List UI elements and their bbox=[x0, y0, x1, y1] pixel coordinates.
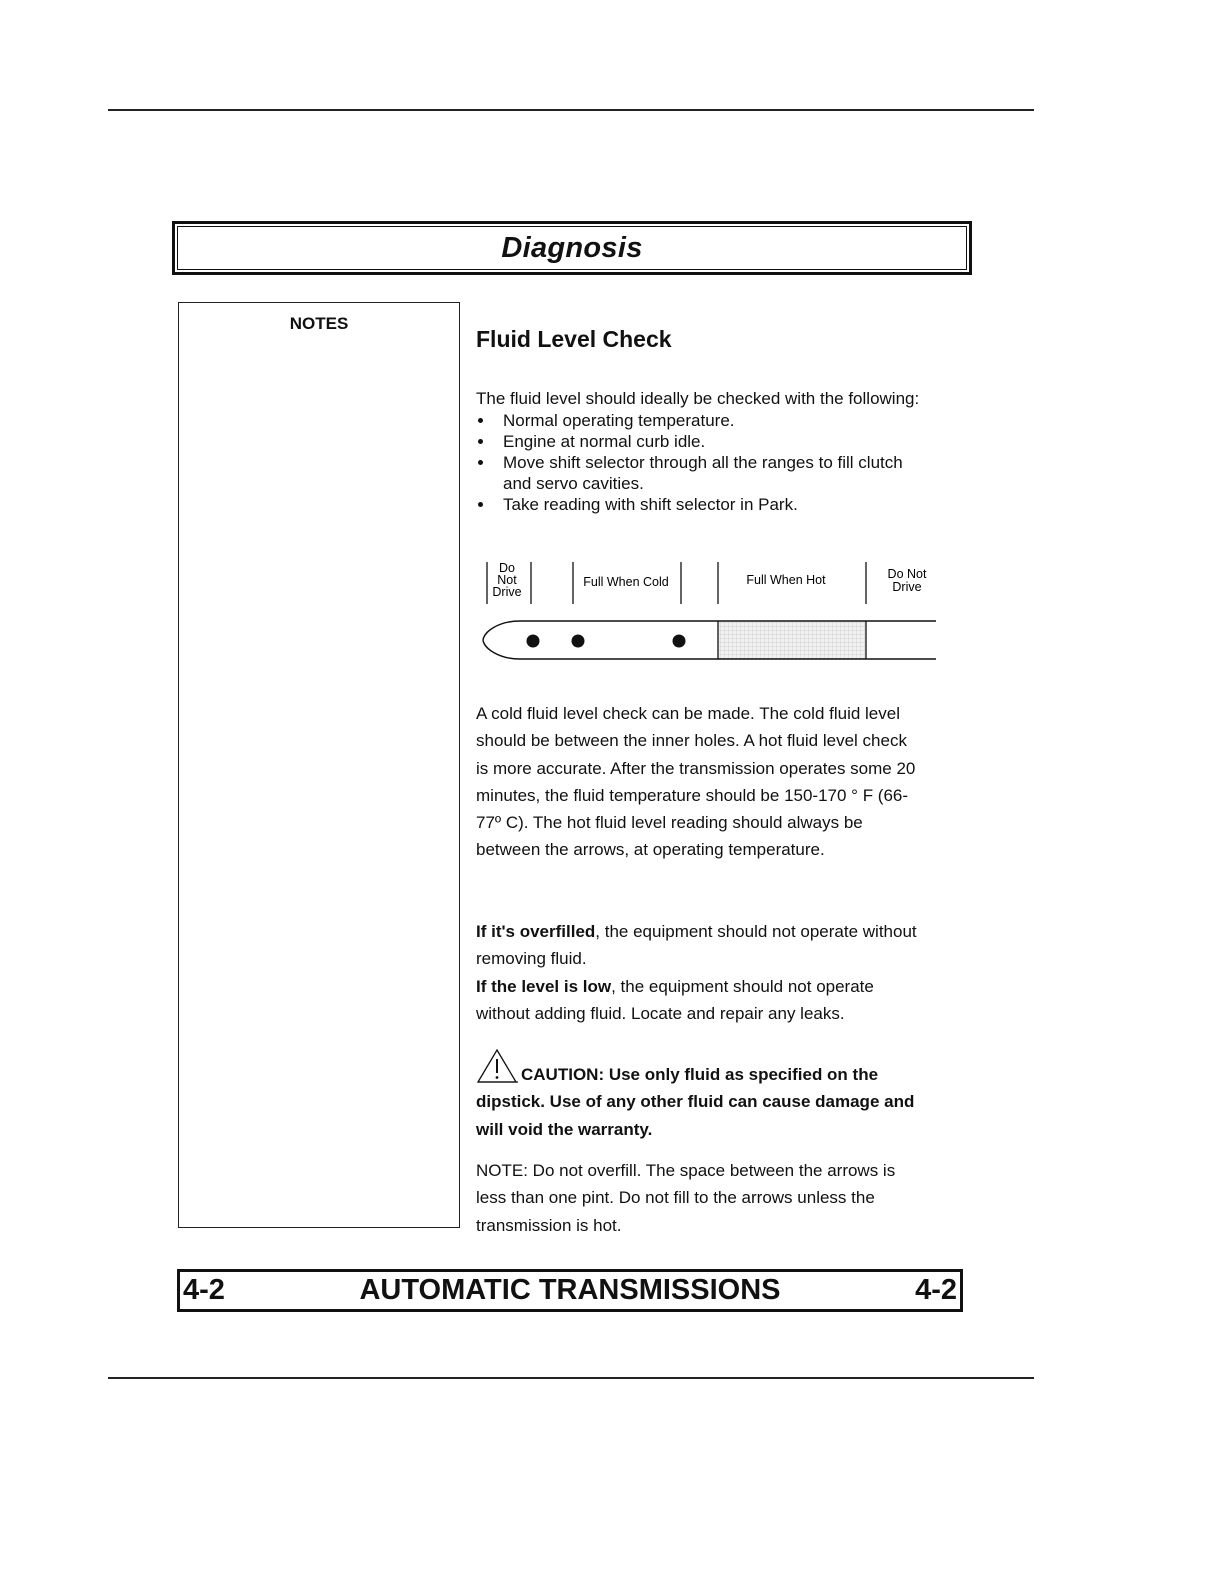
page-number-right: 4-2 bbox=[915, 1274, 957, 1306]
check-conditions-list bbox=[476, 410, 903, 515]
note-line: NOTE: Do not overfill. The space between the arrows is bbox=[476, 1161, 896, 1180]
note-line: less than one pint. Do not fill to the arrows unless the bbox=[476, 1188, 875, 1208]
page-heading: Fluid Level Check bbox=[476, 326, 672, 352]
overfilled-text: , the equipment should not operate without bbox=[595, 922, 917, 941]
dipstick-hole bbox=[673, 635, 686, 648]
label-do-not-drive-left: Drive bbox=[492, 585, 522, 599]
section-header-box bbox=[172, 221, 972, 275]
paragraph-line: A cold fluid level check can be made. The cold fluid level bbox=[476, 704, 900, 723]
cold-check-paragraph bbox=[476, 700, 966, 864]
low-level-text: , the equipment should not operate bbox=[611, 976, 874, 996]
page-footer bbox=[177, 1269, 963, 1312]
overfilled-lead: If it's overfilled bbox=[476, 922, 596, 941]
caution-line: CAUTION: Use only fluid as specified on the bbox=[521, 1065, 879, 1084]
paragraph-line: between the arrows, at operating temperature. bbox=[476, 840, 825, 860]
caution-block bbox=[476, 1048, 966, 1143]
caution-line: will void the warranty. bbox=[476, 1119, 653, 1139]
list-item: Take reading with shift selector in Park. bbox=[476, 494, 903, 515]
dipstick-hole bbox=[572, 635, 585, 648]
list-item: Engine at normal curb idle. bbox=[476, 431, 903, 452]
list-item-continuation: and servo cavities. bbox=[503, 474, 644, 493]
label-full-when-cold: Full When Cold bbox=[583, 575, 669, 589]
hot-range-shading bbox=[718, 622, 866, 659]
chapter-title: AUTOMATIC TRANSMISSIONS bbox=[359, 1274, 781, 1306]
bottom-rule bbox=[108, 1377, 1034, 1379]
paragraph-line: 77º C). The hot fluid level reading should always be bbox=[476, 813, 863, 833]
top-rule bbox=[108, 109, 1034, 111]
paragraph-line: should be between the inner holes. A hot fluid level check bbox=[476, 731, 907, 751]
label-do-not-drive-right: Drive bbox=[892, 580, 922, 594]
note-block bbox=[476, 1157, 966, 1239]
caution-line: dipstick. Use of any other fluid can cause damage and bbox=[476, 1092, 915, 1112]
dipstick-diagram bbox=[480, 558, 940, 664]
low-level-text-cont: without adding fluid. Locate and repair any leaks. bbox=[476, 1003, 845, 1023]
paragraph-line: is more accurate. After the transmission operates some 20 bbox=[476, 758, 916, 778]
label-do-not-drive-left: Do bbox=[499, 561, 515, 575]
list-item: Normal operating temperature. bbox=[476, 410, 903, 431]
section-title: Diagnosis bbox=[501, 231, 643, 264]
notes-label: NOTES bbox=[289, 314, 349, 333]
low-level-lead: If the level is low bbox=[476, 976, 612, 996]
overfilled-text-cont: removing fluid. bbox=[476, 949, 587, 969]
dipstick-hole bbox=[527, 635, 540, 648]
intro-text: The fluid level should ideally be checked with the following: bbox=[476, 389, 920, 408]
dipstick-blade-outline bbox=[483, 621, 936, 659]
page-number-left: 4-2 bbox=[183, 1274, 225, 1306]
warning-triangle-icon bbox=[476, 1048, 518, 1084]
label-do-not-drive-right: Do Not bbox=[887, 567, 927, 581]
label-full-when-hot: Full When Hot bbox=[746, 573, 826, 587]
label-do-not-drive-left: Not bbox=[497, 573, 517, 587]
paragraph-line: minutes, the fluid temperature should be 150-170 ° F (66- bbox=[476, 785, 909, 805]
fill-level-warnings bbox=[476, 918, 966, 1027]
list-item: Move shift selector through all the ranges to fill clutch bbox=[476, 452, 903, 473]
note-line: transmission is hot. bbox=[476, 1215, 622, 1235]
notes-column bbox=[178, 302, 460, 1228]
